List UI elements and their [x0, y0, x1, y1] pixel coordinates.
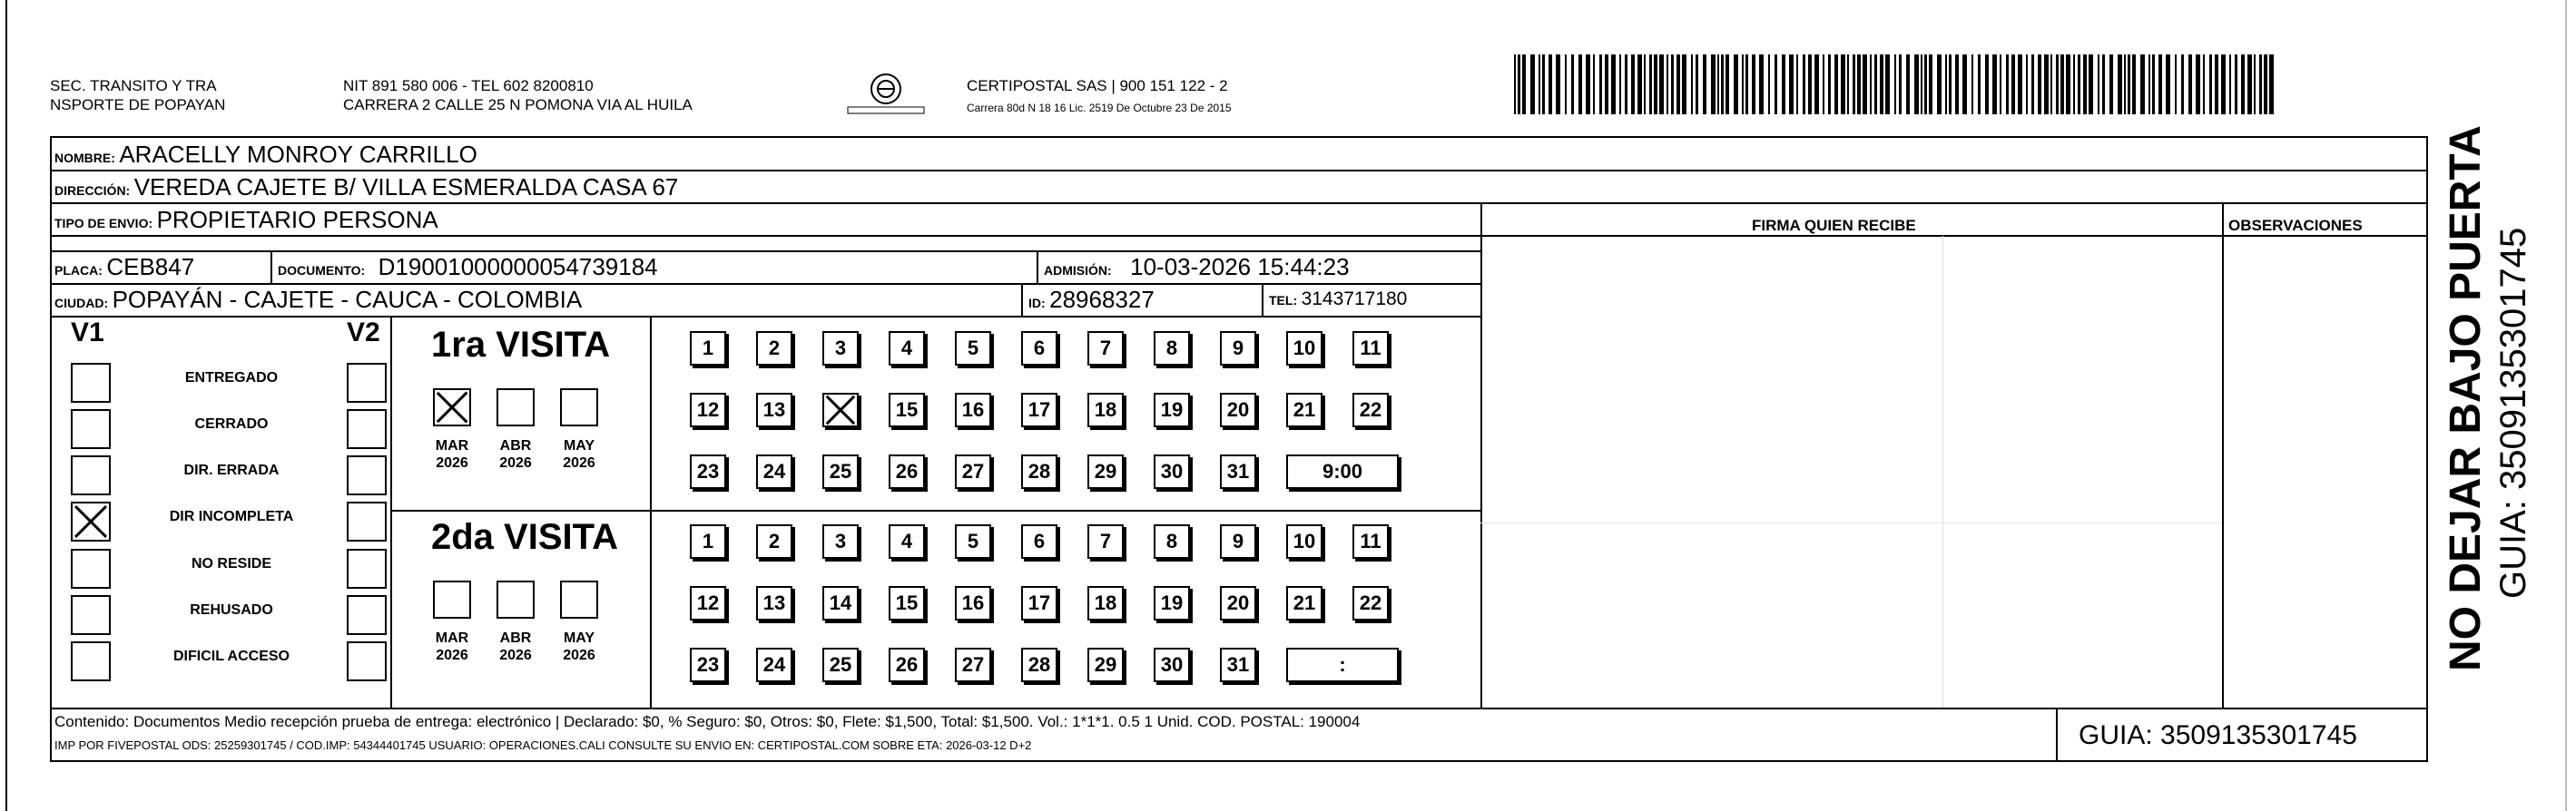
barcode-bar — [1823, 54, 1824, 114]
direccion-label: DIRECCIÓN: — [54, 183, 131, 198]
status-label: NO RESIDE — [191, 556, 271, 572]
month-label — [487, 630, 544, 664]
nombre-value: ARACELLY MONROY CARRILLO — [119, 141, 477, 168]
placa-label: PLACA: — [54, 263, 103, 278]
day-cell[interactable]: 11 — [1352, 331, 1389, 366]
day-cell[interactable]: 30 — [1154, 454, 1190, 489]
nombre-label: NOMBRE: — [54, 151, 115, 165]
barcode-bar — [1847, 54, 1849, 114]
barcode-bar — [1682, 54, 1686, 114]
barcode-bar — [2203, 54, 2205, 114]
day-cell[interactable]: 23 — [690, 454, 726, 489]
barcode-bar — [2247, 54, 2252, 114]
day-cell[interactable]: 18 — [1087, 586, 1124, 620]
status-label: DIR. ERRADA — [183, 463, 280, 478]
month-year: 2026 — [499, 648, 532, 663]
v2-checkbox[interactable] — [347, 409, 387, 449]
barcode-bar — [2196, 54, 2200, 114]
barcode-bar — [1924, 54, 1927, 114]
sep-visit1-visit2 — [390, 510, 1480, 512]
barcode-bar — [1874, 54, 1877, 114]
barcode-bar — [1929, 54, 1932, 114]
day-cell[interactable]: 5 — [955, 524, 991, 559]
day-cell[interactable]: 20 — [1220, 586, 1256, 620]
barcode-bar — [2166, 54, 2170, 114]
sep-status-visits — [390, 316, 392, 708]
month-label — [424, 630, 480, 664]
day-cell[interactable]: 10 — [1286, 524, 1322, 559]
day-cell[interactable]: 28 — [1021, 454, 1057, 489]
barcode-bar — [1985, 54, 1989, 114]
day-cell[interactable]: 19 — [1154, 586, 1190, 620]
barcode-bar — [2098, 54, 2099, 114]
barcode-bar — [1808, 54, 1812, 114]
barcode-bar — [1775, 54, 1777, 114]
barcode-bar — [1853, 54, 1855, 114]
barcode-bar — [1759, 54, 1764, 114]
v2-checkbox[interactable] — [347, 549, 387, 589]
barcode-bar — [2181, 54, 2184, 114]
day-cell[interactable]: 17 — [1021, 586, 1057, 620]
day-cell[interactable]: 18 — [1087, 393, 1124, 427]
month-year: 2026 — [499, 455, 532, 471]
day-cell[interactable]: 2 — [756, 524, 792, 559]
faint-guide-1 — [1942, 236, 1943, 708]
barcode-bar — [2018, 54, 2022, 114]
day-cell[interactable]: 22 — [1352, 393, 1389, 427]
day-cell[interactable]: 8 — [1154, 331, 1190, 366]
day-cell[interactable]: 5 — [955, 331, 991, 366]
barcode-bar — [2066, 54, 2070, 114]
company-line2: Carrera 80d N 18 16 Lic. 2519 De Octubre 23 De 2015 — [967, 102, 1232, 114]
barcode-bar — [1857, 54, 1861, 114]
v1-checkbox[interactable] — [71, 502, 111, 542]
barcode-bar — [1644, 54, 1646, 114]
barcode-bar — [1599, 54, 1602, 114]
month-year: 2026 — [436, 455, 468, 471]
sep-visits-days — [650, 316, 652, 708]
day-cell[interactable]: 12 — [690, 586, 726, 620]
sep-id-tel — [1262, 283, 1263, 316]
day-cell[interactable] — [822, 393, 859, 427]
barcode-bar — [2209, 54, 2212, 114]
sender-line2: NSPORTE DE POPAYAN — [50, 96, 226, 113]
barcode-bar — [1717, 54, 1719, 114]
ciudad-cell — [54, 285, 582, 318]
day-cell[interactable]: 7 — [1087, 524, 1124, 559]
day-cell[interactable]: 6 — [1021, 331, 1057, 366]
barcode-bar — [2060, 54, 2064, 114]
month-name: MAY — [563, 630, 595, 646]
ciudad-label: CIUDAD: — [54, 296, 109, 310]
sep-placa-doc — [270, 250, 272, 283]
month-name: ABR — [499, 630, 532, 646]
status-label: DIR INCOMPLETA — [169, 509, 294, 524]
day-cell[interactable]: 26 — [889, 648, 925, 682]
barcode-bar — [1937, 54, 1942, 114]
barcode-bar — [2215, 54, 2218, 114]
barcode-bar — [1711, 54, 1716, 114]
status-label: DIFICIL ACCESO — [172, 649, 290, 664]
month-name: MAR — [435, 438, 469, 454]
day-cell[interactable]: 9 — [1220, 524, 1256, 559]
footer-line2: IMP POR FIVEPOSTAL ODS: 25259301745 / COD.IMP: 54344401745 USUARIO: OPERACIONES.CALI CONSULTE SU ENVIO EN: CERTIPOSTAL.COM SOBRE ETA: 2026-03-12 D+2 — [54, 738, 1032, 752]
barcode-bar — [2038, 54, 2041, 114]
frame-right — [2426, 136, 2428, 762]
barcode-bar — [1734, 54, 1738, 114]
barcode-bar — [1880, 54, 1883, 114]
barcode-bar — [1542, 54, 1545, 114]
month-year: 2026 — [436, 648, 468, 663]
barcode-bar — [1742, 54, 1744, 114]
sep-doc-admision — [1037, 250, 1038, 283]
barcode-bar — [1721, 54, 1724, 114]
barcode-bar — [1556, 54, 1560, 114]
day-cell[interactable]: 31 — [1220, 648, 1256, 682]
day-cell[interactable]: 2 — [756, 331, 792, 366]
barcode-bar — [1571, 54, 1574, 114]
barcode-bar — [1828, 54, 1831, 114]
status-label: REHUSADO — [190, 602, 273, 618]
barcode-bar — [2083, 54, 2087, 114]
barcode-bar — [1631, 54, 1635, 114]
status-label: ENTREGADO — [184, 370, 279, 386]
day-cell[interactable]: 3 — [822, 331, 859, 366]
barcode-bar — [1671, 54, 1674, 114]
barcode-bar — [2026, 54, 2028, 114]
v2-checkbox[interactable] — [347, 455, 387, 495]
barcode-bar — [1745, 54, 1748, 114]
cut-line-right — [2565, 0, 2567, 811]
day-cell[interactable]: 28 — [1021, 648, 1057, 682]
barcode-bar — [1667, 54, 1668, 114]
barcode-bar — [1863, 54, 1867, 114]
time-box[interactable]: : — [1286, 648, 1399, 682]
barcode-bar — [1789, 54, 1794, 114]
barcode-bar — [1870, 54, 1872, 114]
documento-label: DOCUMENTO: — [278, 263, 366, 278]
barcode-bar — [1691, 54, 1693, 114]
month-name: MAR — [435, 630, 469, 646]
month-name: ABR — [499, 438, 532, 454]
barcode-bar — [2254, 54, 2256, 114]
barcode-bar — [1971, 54, 1973, 114]
barcode-bar — [1649, 54, 1652, 114]
sender-line1: SEC. TRANSITO Y TRA — [50, 77, 217, 94]
observaciones-column-title: OBSERVACIONES — [2228, 217, 2363, 234]
footer-line1: Contenido: Documentos Medio recepción prueba de entrega: electrónico | Declarado: $0, % Seguro: $0, Otros: $0, Flete: $1,500, Total: $1,500. Vol.: 1*1*1. 0.5 1 Unid. COD. POSTAL: 190004 — [54, 713, 1361, 730]
barcode-bar — [2241, 54, 2245, 114]
time-box[interactable]: 9:00 — [1286, 454, 1399, 489]
frame-top — [50, 136, 2428, 138]
month-label — [424, 437, 480, 472]
day-cell[interactable]: 30 — [1154, 648, 1190, 682]
barcode-bar — [1914, 54, 1919, 114]
barcode-bar — [1945, 54, 1947, 114]
day-cell[interactable]: 22 — [1352, 586, 1389, 620]
barcode-bar — [2175, 54, 2177, 114]
documento-cell — [278, 252, 658, 286]
day-cell[interactable]: 11 — [1352, 524, 1389, 559]
barcode-bar — [2124, 54, 2126, 114]
barcode-bar — [1726, 54, 1729, 114]
barcode-bar — [2089, 54, 2093, 114]
visit2-title: 2da VISITA — [431, 517, 618, 557]
barcode-bar — [1696, 54, 1698, 114]
footer-guia: GUIA: 3509135301745 — [2079, 720, 2357, 750]
barcode-bar — [1611, 54, 1616, 114]
month-label — [487, 437, 544, 472]
day-cell[interactable]: 13 — [756, 393, 792, 427]
day-cell[interactable]: 29 — [1087, 648, 1124, 682]
month-checkbox[interactable] — [560, 388, 598, 426]
barcode-bar — [1522, 54, 1526, 114]
barcode-bar — [1949, 54, 1952, 114]
barcode-bar — [1834, 54, 1838, 114]
v2-label: V2 — [347, 318, 380, 347]
barcode-bar — [1530, 54, 1535, 114]
id-cell — [1028, 285, 1155, 318]
day-cell[interactable]: 9 — [1220, 331, 1256, 366]
barcode-bar — [2132, 54, 2136, 114]
barcode-bar — [1659, 54, 1664, 114]
admision-label: ADMISIÓN: — [1044, 263, 1112, 278]
barcode-bar — [2011, 54, 2015, 114]
barcode-icon — [1514, 54, 2276, 114]
barcode-bar — [2102, 54, 2105, 114]
v1-checkbox[interactable] — [71, 455, 111, 495]
day-cell[interactable]: 1 — [690, 331, 726, 366]
barcode-bar — [2264, 54, 2267, 114]
placa-cell — [54, 252, 194, 286]
day-cell[interactable]: 16 — [955, 393, 991, 427]
day-cell[interactable]: 7 — [1087, 331, 1124, 366]
barcode-bar — [2269, 54, 2274, 114]
v1-label: V1 — [71, 318, 104, 347]
v1-checkbox[interactable] — [71, 641, 111, 681]
day-cell[interactable]: 16 — [955, 586, 991, 620]
id-value: 28968327 — [1049, 286, 1155, 313]
day-cell[interactable]: 12 — [690, 393, 726, 427]
barcode-bar — [1518, 54, 1520, 114]
certipostal-logo-icon — [835, 71, 937, 118]
day-cell[interactable]: 20 — [1220, 393, 1256, 427]
frame-bottom — [50, 760, 2428, 762]
admision-cell — [1044, 252, 1350, 286]
barcode-bar — [1619, 54, 1621, 114]
barcode-bar — [2229, 54, 2231, 114]
tel-cell — [1269, 285, 1407, 316]
day-cell[interactable]: 15 — [889, 393, 925, 427]
nombre-row — [54, 140, 477, 173]
barcode-bar — [2221, 54, 2226, 114]
barcode-bar — [2259, 54, 2262, 114]
barcode-bar — [2148, 54, 2150, 114]
v1-checkbox[interactable] — [71, 595, 111, 635]
barcode-bar — [1593, 54, 1595, 114]
status-label: CERRADO — [194, 416, 269, 432]
day-cell[interactable]: 24 — [756, 648, 792, 682]
barcode-bar — [1894, 54, 1896, 114]
barcode-bar — [1625, 54, 1627, 114]
barcode-bar — [1703, 54, 1706, 114]
tipo-value: PROPIETARIO PERSONA — [156, 206, 438, 233]
barcode-bar — [2050, 54, 2052, 114]
month-checkbox[interactable] — [433, 581, 471, 619]
documento-value: D19001000000054739184 — [378, 253, 658, 280]
barcode-bar — [1637, 54, 1642, 114]
month-checkbox[interactable] — [560, 581, 598, 619]
barcode-bar — [1992, 54, 1997, 114]
day-cell[interactable]: 17 — [1021, 393, 1057, 427]
barcode-bar — [1565, 54, 1567, 114]
tel-value: 3143717180 — [1301, 288, 1408, 309]
month-checkbox[interactable] — [497, 581, 535, 619]
direccion-value: VEREDA CAJETE B/ VILLA ESMERALDA CASA 67 — [133, 173, 679, 200]
barcode-bar — [2118, 54, 2122, 114]
day-cell[interactable]: 24 — [756, 454, 792, 489]
month-year: 2026 — [563, 455, 595, 471]
barcode-bar — [1921, 54, 1922, 114]
placa-value: CEB847 — [106, 253, 195, 280]
day-cell[interactable]: 26 — [889, 454, 925, 489]
barcode-bar — [2158, 54, 2162, 114]
day-cell[interactable]: 21 — [1286, 393, 1322, 427]
col-sep-obs — [2222, 202, 2224, 708]
barcode-bar — [1841, 54, 1845, 114]
barcode-bar — [1906, 54, 1910, 114]
day-cell[interactable]: 29 — [1087, 454, 1124, 489]
day-cell[interactable]: 10 — [1286, 331, 1322, 366]
barcode-bar — [1539, 54, 1540, 114]
cut-line-left — [5, 0, 7, 811]
barcode-bar — [1885, 54, 1890, 114]
barcode-bar — [1768, 54, 1770, 114]
firma-column-title: FIRMA QUIEN RECIBE — [1752, 217, 1916, 234]
barcode-bar — [1654, 54, 1657, 114]
barcode-bar — [1962, 54, 1967, 114]
v1-checkbox[interactable] — [71, 363, 111, 403]
barcode-bar — [2109, 54, 2113, 114]
month-name: MAY — [563, 438, 595, 454]
v2-checkbox[interactable] — [347, 641, 387, 681]
col-sep-footer-guia — [2056, 708, 2058, 760]
nit-line1: NIT 891 580 006 - TEL 602 8200810 — [343, 77, 594, 94]
v1-checkbox[interactable] — [71, 409, 111, 449]
day-cell[interactable]: 3 — [822, 524, 859, 559]
barcode-bar — [2235, 54, 2237, 114]
day-cell[interactable]: 25 — [822, 648, 859, 682]
id-label: ID: — [1028, 296, 1046, 310]
barcode-bar — [1605, 54, 1608, 114]
day-cell[interactable]: 6 — [1021, 524, 1057, 559]
barcode-bar — [1978, 54, 1981, 114]
day-cell[interactable]: 31 — [1220, 454, 1256, 489]
day-cell[interactable]: 21 — [1286, 586, 1322, 620]
row-sep-footer — [50, 708, 2428, 709]
day-cell[interactable]: 4 — [889, 524, 925, 559]
barcode-bar — [1955, 54, 1959, 114]
day-cell[interactable]: 13 — [756, 586, 792, 620]
company-line1: CERTIPOSTAL SAS | 900 151 122 - 2 — [967, 77, 1228, 94]
barcode-bar — [1796, 54, 1798, 114]
barcode-bar — [1549, 54, 1552, 114]
v1-checkbox[interactable] — [71, 549, 111, 589]
day-cell[interactable]: 15 — [889, 586, 925, 620]
tipo-row — [54, 205, 438, 239]
v2-checkbox[interactable] — [347, 502, 387, 542]
barcode-bar — [2006, 54, 2009, 114]
month-label — [551, 437, 607, 472]
barcode-bar — [2056, 54, 2059, 114]
day-cell[interactable]: 19 — [1154, 393, 1190, 427]
ciudad-value: POPAYÁN - CAJETE - CAUCA - COLOMBIA — [112, 286, 583, 313]
direccion-row — [54, 172, 678, 206]
barcode-bar — [2188, 54, 2192, 114]
col-sep-firma — [1480, 202, 1482, 708]
admision-value: 10-03-2026 15:44:23 — [1130, 253, 1350, 280]
barcode-bar — [2140, 54, 2145, 114]
barcode-bar — [2000, 54, 2001, 114]
day-cell[interactable]: 23 — [690, 648, 726, 682]
side-warning: NO DEJAR BAJO PUERTA — [2442, 125, 2490, 671]
month-year: 2026 — [563, 648, 595, 663]
tel-label: TEL: — [1269, 293, 1298, 308]
barcode-bar — [1803, 54, 1805, 114]
barcode-bar — [2152, 54, 2155, 114]
barcode-bar — [1752, 54, 1755, 114]
day-cell[interactable]: 14 — [822, 586, 859, 620]
tipo-label: TIPO DE ENVIO: — [54, 216, 153, 230]
day-cell[interactable]: 25 — [822, 454, 859, 489]
side-guia: GUIA: 3509135301745 — [2493, 227, 2533, 599]
day-cell[interactable]: 8 — [1154, 524, 1190, 559]
barcode-bar — [1899, 54, 1902, 114]
visit1-title: 1ra VISITA — [431, 325, 611, 365]
v2-checkbox[interactable] — [347, 363, 387, 403]
day-cell[interactable]: 1 — [690, 524, 726, 559]
month-label — [551, 630, 607, 664]
barcode-bar — [2044, 54, 2049, 114]
barcode-bar — [1676, 54, 1680, 114]
barcode-bar — [2073, 54, 2075, 114]
day-cell[interactable]: 4 — [889, 331, 925, 366]
barcode-bar — [1586, 54, 1590, 114]
v2-checkbox[interactable] — [347, 595, 387, 635]
barcode-bar — [1578, 54, 1582, 114]
barcode-bar — [1782, 54, 1785, 114]
barcode-bar — [2128, 54, 2130, 114]
month-checkbox[interactable] — [497, 388, 535, 426]
barcode-bar — [1814, 54, 1819, 114]
day-cell[interactable]: 27 — [955, 648, 991, 682]
barcode-bar — [2078, 54, 2080, 114]
frame-left — [50, 136, 52, 762]
day-cell[interactable]: 27 — [955, 454, 991, 489]
barcode-bar — [1514, 54, 1516, 114]
month-checkbox[interactable] — [433, 388, 471, 426]
barcode-bar — [2031, 54, 2034, 114]
nit-line2: CARRERA 2 CALLE 25 N POMONA VIA AL HUILA — [343, 96, 693, 113]
sep-ciudad-id — [1021, 283, 1023, 316]
